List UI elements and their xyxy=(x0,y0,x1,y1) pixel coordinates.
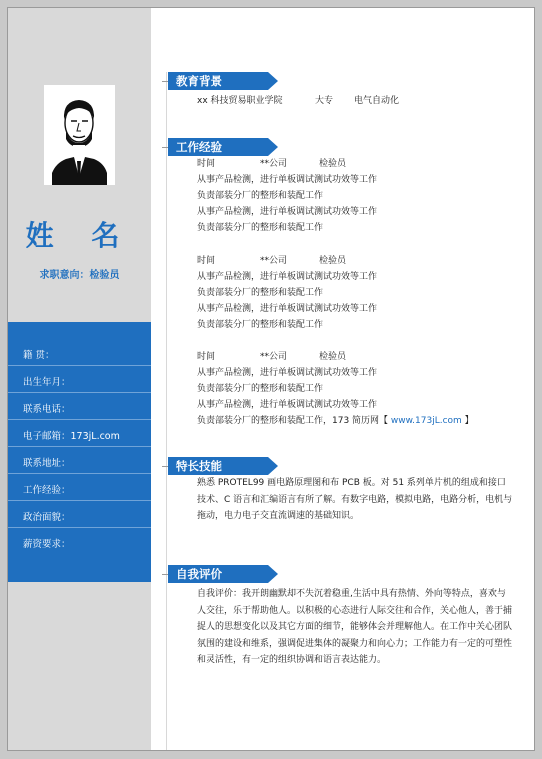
section-education-title: 教育背景 xyxy=(168,72,268,90)
work-duty: 负责部装分厂的整形和装配工作 xyxy=(197,288,324,298)
info-hometown: 籍 贯： xyxy=(8,346,151,366)
info-email: 电子邮箱：173jL.com xyxy=(8,427,151,447)
sidebar xyxy=(8,8,151,750)
work-duty: 从事产品检测，进行单板调试测试功效等工作 xyxy=(197,175,378,185)
work-duty: 负责部装分厂的整形和装配工作 xyxy=(197,384,324,394)
education-degree: 大专 xyxy=(315,96,334,106)
work-duty: 负责部装分厂的整形和装配工作 xyxy=(197,191,324,201)
work-position: 检验员 xyxy=(319,159,347,169)
portrait-photo xyxy=(44,85,115,185)
section-evaluation-title: 自我评价 xyxy=(168,565,268,583)
work-position: 检验员 xyxy=(319,256,347,266)
info-address: 联系地址： xyxy=(8,454,151,474)
education-school: xx 科技贸易职业学院 xyxy=(197,96,283,106)
education-major: 电气自动化 xyxy=(354,96,400,106)
resume-page xyxy=(7,7,535,751)
section-work-title: 工作经验 xyxy=(168,138,268,156)
info-birth: 出生年月： xyxy=(8,373,151,393)
job-intent: 求职意向：检验员 xyxy=(39,270,120,281)
info-experience: 工作经验： xyxy=(8,481,151,501)
info-salary: 薪资要求： xyxy=(23,539,71,550)
work-duty: 负责部装分厂的整形和装配工作 xyxy=(197,320,324,330)
work-company: **公司 xyxy=(260,256,288,266)
work-company: **公司 xyxy=(260,352,288,362)
work-last-text: 负责部装分厂的整形和装配工作，173 简历网【 xyxy=(197,416,391,426)
personal-info-panel xyxy=(8,322,151,582)
work-position: 检验员 xyxy=(319,352,347,362)
work-company: **公司 xyxy=(260,159,288,169)
work-duty: 从事产品检测，进行单板调试测试功效等工作 xyxy=(197,304,378,314)
work-duty: 从事产品检测，进行单板调试测试功效等工作 xyxy=(197,400,378,410)
candidate-name: 姓 名 xyxy=(25,219,134,252)
work-time: 时间 xyxy=(197,159,216,169)
work-last-line xyxy=(197,415,474,427)
skills-text: 熟悉 PROTEL99 画电路原理图和布 PCB 板。对 51 系列单片机的组成和接口 技术、C 语言和汇编语言有所了解。有数字电路，模拟电路，电路分析，电机与拖动，电力电子交直流调速的基础知识。 xyxy=(197,478,513,521)
work-time: 时间 xyxy=(197,352,216,362)
evaluation-text: 自我评价：我开朗幽默却不失沉着稳重,生活中具有热情、外向等特点，喜欢与人交往，乐于帮助他人。以积极的心态进行人际交往和合作，关心他人，善于捕捉人的思想变化以及其它方面的细节，能够体会并理解他人。在工作中关心团队氛围的建设和维系，强调促进集体的凝聚力和向心力；工作能力有一定的可塑性和灵活性，有一定的组织协调和语言表达能力。 xyxy=(197,589,513,665)
work-duty: 从事产品检测，进行单板调试测试功效等工作 xyxy=(197,272,378,282)
info-phone: 联系电话： xyxy=(8,400,151,420)
info-political: 政治面貌： xyxy=(8,508,151,528)
work-duty: 负责部装分厂的整形和装配工作 xyxy=(197,223,324,233)
work-time: 时间 xyxy=(197,256,216,266)
site-link[interactable]: www.173jL.com xyxy=(390,416,462,426)
work-last-suffix: 】 xyxy=(461,416,474,426)
work-duty: 从事产品检测，进行单板调试测试功效等工作 xyxy=(197,368,378,378)
work-duty: 从事产品检测，进行单板调试测试功效等工作 xyxy=(197,207,378,217)
timeline-line xyxy=(166,72,167,751)
section-skills-title: 特长技能 xyxy=(168,457,268,475)
